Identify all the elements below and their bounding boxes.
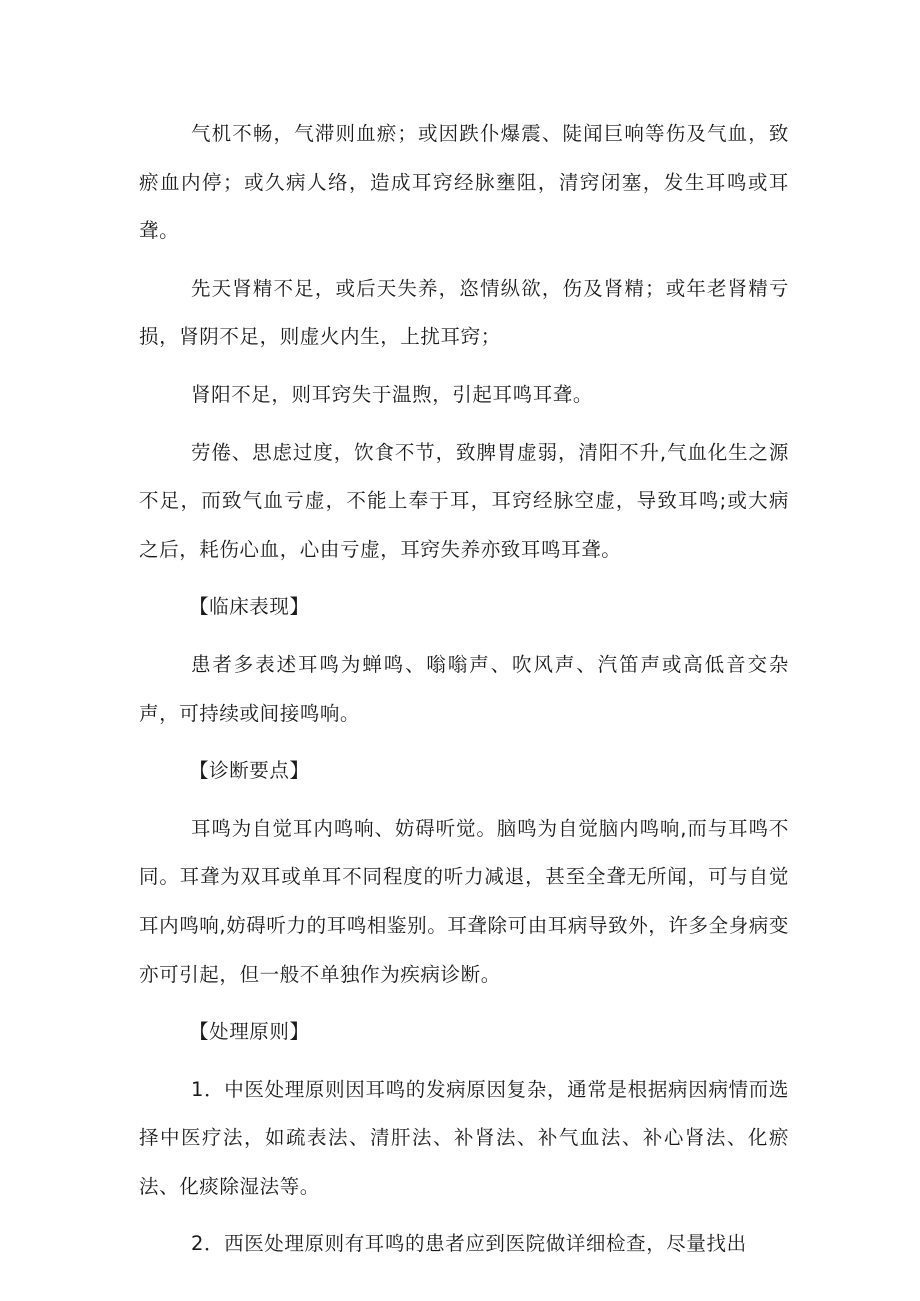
paragraph-clinical-manifestations: 患者多表述耳鸣为蝉鸣、嗡嗡声、吹风声、汽笛声或高低音交杂声，可持续或间接鸣响。: [139, 652, 789, 725]
paragraph-tcm-treatment: 1．中医处理原则因耳鸣的发病原因复杂，通常是根据病因病情而选择中医疗法，如疏表法、清肝法、补肾法、补气血法、补心肾法、化瘀法、化痰除湿法等。: [139, 1077, 789, 1198]
paragraph-spleen-deficiency: 劳倦、思虑过度，饮食不节，致脾胃虚弱，清阳不升,气血化生之源不足，而致气血亏虚，不能上奉于耳，耳窍经脉空虚，导致耳鸣;或大病之后，耗伤心血，心由亏虚，耳窍失养亦致耳鸣耳聋。: [139, 440, 789, 561]
paragraph-kidney-essence: 先天肾精不足，或后天失养，恣情纵欲，伤及肾精；或年老肾精亏损，肾阴不足，则虚火内生，上扰耳窍；: [139, 276, 789, 349]
paragraph-western-treatment: 2．西医处理原则有耳鸣的患者应到医院做详细检查，尽量找出: [191, 1232, 747, 1256]
section-heading-diagnosis: 【诊断要点】: [189, 759, 310, 783]
document-body: [139, 110, 789, 1278]
section-heading-treatment: 【处理原则】: [189, 1020, 310, 1044]
paragraph-qi-stagnation: 气机不畅，气滞则血瘀；或因跌仆爆震、陡闻巨响等伤及气血，致瘀血内停；或久病人络，造成耳窍经脉壅阻，清窍闭塞，发生耳鸣或耳聋。: [139, 122, 789, 243]
paragraph-kidney-yang: 肾阳不足，则耳窍失于温煦，引起耳鸣耳聋。: [191, 382, 594, 406]
paragraph-diagnosis: 耳鸣为自觉耳内鸣响、妨碍听觉。脑鸣为自觉脑内鸣响,而与耳鸣不同。耳聋为双耳或单耳不同程度的听力减退，甚至全聋无所闻，可与自觉耳内鸣响,妨碍听力的耳鸣相鉴别。耳聋除可由耳病导致外，许多全身病变亦可引起，但一般不单独作为疾病诊断。: [139, 816, 789, 986]
section-heading-clinical-manifestations: 【临床表现】: [189, 595, 310, 619]
